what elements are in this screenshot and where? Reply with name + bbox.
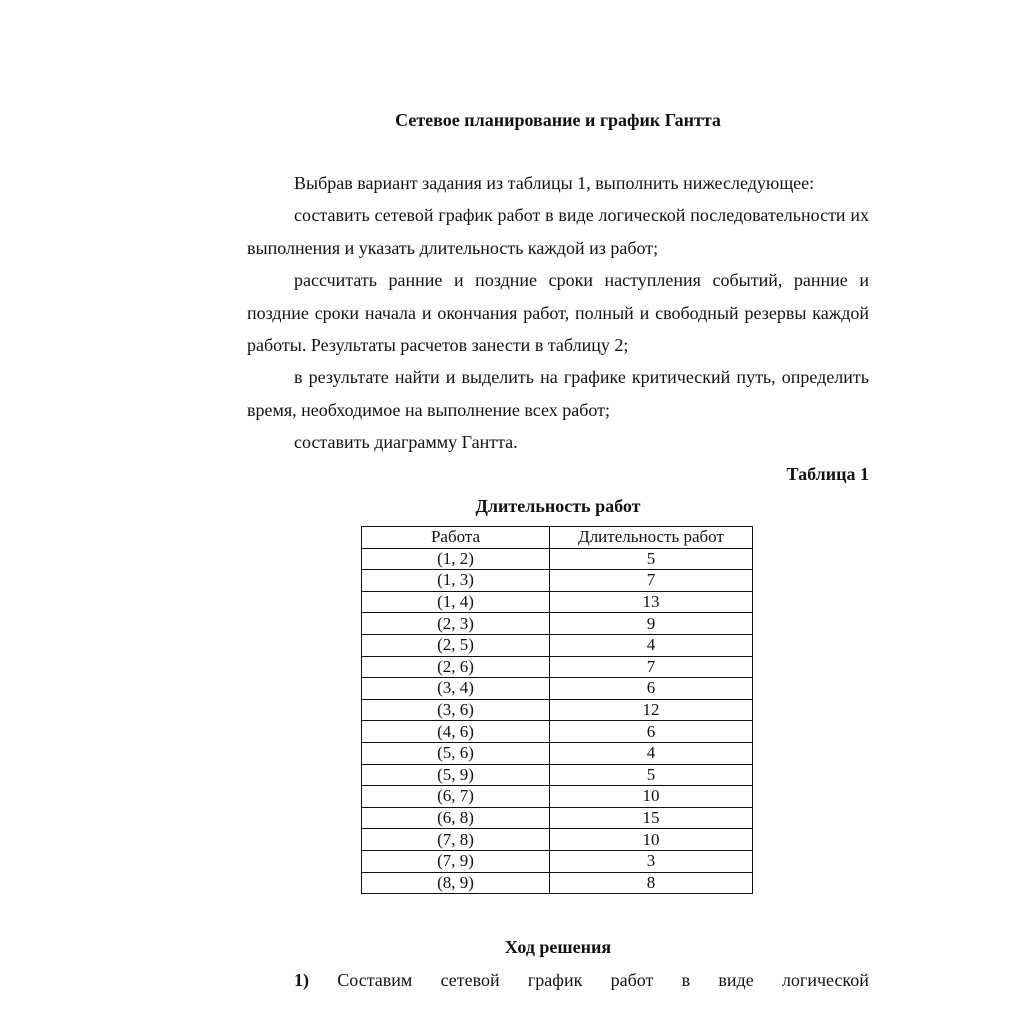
paragraph-task-gantt: составить диаграмму Гантта. [294, 432, 518, 452]
table-number: Таблица 1 [786, 464, 869, 484]
cell-work: (3, 4) [362, 678, 550, 700]
table-row [362, 570, 753, 592]
table-row [362, 721, 753, 743]
cell-duration: 10 [550, 829, 753, 851]
cell-work: (3, 6) [362, 699, 550, 721]
cell-work: (1, 3) [362, 570, 550, 592]
durations-table [361, 526, 753, 894]
paragraph-task-calc: рассчитать ранние и поздние сроки наступления событий, ранние и поздние сроки начала и окончания работ, полный и свободный резервы каждой работы. Результаты расчетов занести в таблицу 2; [247, 270, 869, 355]
table-row [362, 829, 753, 851]
step-word: виде [718, 970, 754, 990]
cell-duration: 8 [550, 872, 753, 894]
table-row [362, 656, 753, 678]
table-body [362, 548, 753, 894]
step-word: логической [781, 970, 869, 990]
step-word: Составим [337, 970, 413, 990]
cell-work: (7, 9) [362, 850, 550, 872]
cell-work: (2, 3) [362, 613, 550, 635]
cell-work: (1, 2) [362, 548, 550, 570]
table-row [362, 764, 753, 786]
cell-work: (1, 4) [362, 591, 550, 613]
cell-work: (5, 9) [362, 764, 550, 786]
paragraph-task-critical: в результате найти и выделить на графике критический путь, определить время, необходимое на выполнение всех работ; [247, 367, 869, 420]
step-word: работ [610, 970, 654, 990]
table-header-row [362, 527, 753, 549]
cell-work: (6, 7) [362, 786, 550, 808]
cell-work: (2, 6) [362, 656, 550, 678]
table-row [362, 591, 753, 613]
cell-duration: 5 [550, 548, 753, 570]
solution-step-1 [294, 968, 869, 992]
cell-duration: 4 [550, 634, 753, 656]
cell-work: (7, 8) [362, 829, 550, 851]
document-title: Сетевое планирование и график Гантта [395, 110, 721, 130]
cell-duration: 12 [550, 699, 753, 721]
table-row [362, 678, 753, 700]
table-row [362, 786, 753, 808]
step-word: график [527, 970, 583, 990]
table-row [362, 634, 753, 656]
cell-duration: 9 [550, 613, 753, 635]
table-row [362, 699, 753, 721]
header-duration: Длительность работ [550, 527, 753, 549]
cell-duration: 3 [550, 850, 753, 872]
step-number: 1) [294, 970, 309, 990]
cell-duration: 13 [550, 591, 753, 613]
step-word: в [681, 970, 691, 990]
cell-duration: 6 [550, 678, 753, 700]
cell-work: (2, 5) [362, 634, 550, 656]
paragraph-task-network: составить сетевой график работ в виде логической последовательности их выполнения и указать длительность каждой из работ; [247, 205, 869, 258]
header-work: Работа [362, 527, 550, 549]
table-row [362, 872, 753, 894]
table-row [362, 807, 753, 829]
cell-duration: 15 [550, 807, 753, 829]
step-word: сетевой [440, 970, 500, 990]
cell-duration: 7 [550, 656, 753, 678]
cell-duration: 7 [550, 570, 753, 592]
cell-work: (8, 9) [362, 872, 550, 894]
cell-work: (5, 6) [362, 742, 550, 764]
table-row [362, 742, 753, 764]
paragraph-intro: Выбрав вариант задания из таблицы 1, выполнить нижеследующее: [294, 173, 815, 193]
table-row [362, 613, 753, 635]
cell-duration: 10 [550, 786, 753, 808]
cell-work: (6, 8) [362, 807, 550, 829]
cell-duration: 5 [550, 764, 753, 786]
solution-title: Ход решения [504, 937, 612, 957]
table-row [362, 548, 753, 570]
cell-work: (4, 6) [362, 721, 550, 743]
table-row [362, 850, 753, 872]
table-title: Длительность работ [475, 496, 641, 516]
cell-duration: 4 [550, 742, 753, 764]
cell-duration: 6 [550, 721, 753, 743]
